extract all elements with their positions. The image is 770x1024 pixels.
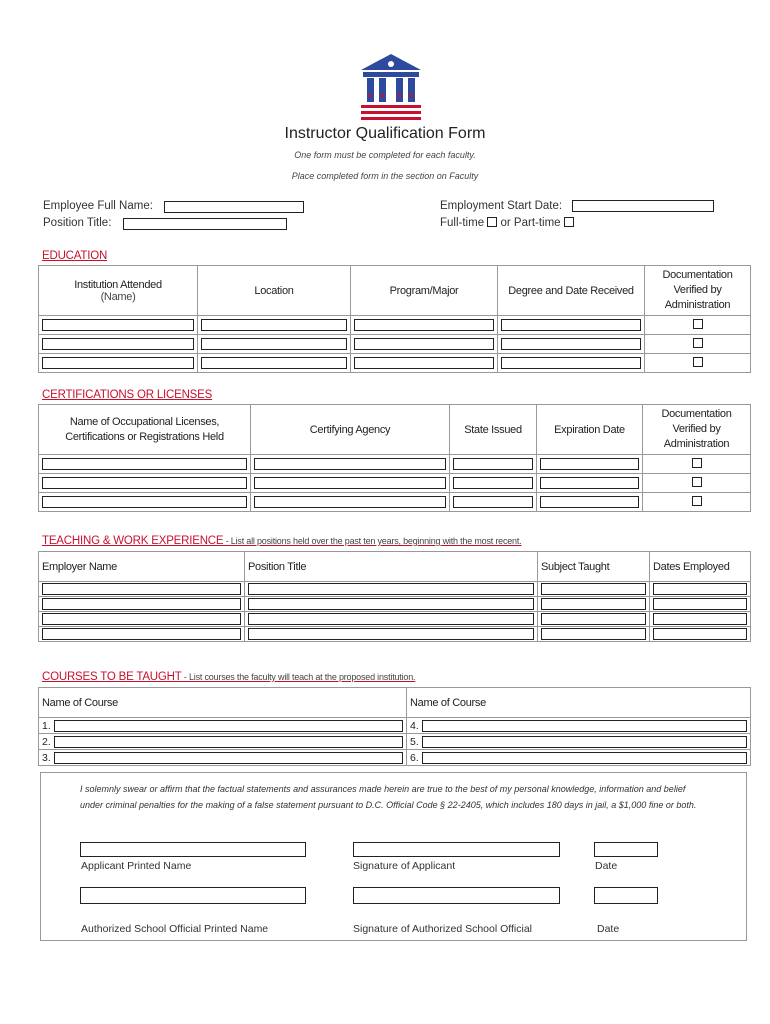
position-field[interactable] <box>248 583 534 595</box>
subject-field[interactable] <box>541 613 646 625</box>
parttime-label: or Part-time <box>500 217 561 229</box>
certification-row <box>39 493 751 512</box>
certification-row <box>39 474 751 493</box>
program-field[interactable] <box>354 319 494 331</box>
course-number: 6. <box>410 751 419 764</box>
parttime-checkbox[interactable] <box>564 217 574 227</box>
agency-field[interactable] <box>254 458 446 470</box>
logo-roof-dot <box>388 61 394 67</box>
course-field[interactable] <box>54 720 403 732</box>
expiration-field[interactable] <box>540 477 639 489</box>
courses-note: - List courses the faculty will teach at the proposed institution. <box>181 672 416 682</box>
dates-field[interactable] <box>653 583 747 595</box>
official-name-label: Authorized School Official Printed Name <box>81 923 269 935</box>
employee-name-field[interactable] <box>164 201 304 213</box>
official-date-field[interactable] <box>594 887 658 904</box>
official-signature-label: Signature of Authorized School Official <box>353 923 532 935</box>
applicant-name-label: Applicant Printed Name <box>81 860 192 872</box>
form-title: Instructor Qualification Form <box>284 125 486 142</box>
logo-star-1: ★ <box>367 93 374 100</box>
education-col-documentation: Documentation Verified by Administration <box>645 266 751 316</box>
location-field[interactable] <box>201 357 347 369</box>
start-date-field[interactable] <box>572 200 714 212</box>
state-field[interactable] <box>453 458 533 470</box>
education-header-row <box>39 266 751 316</box>
expiration-field[interactable] <box>540 458 639 470</box>
location-field[interactable] <box>201 319 347 331</box>
education-col-location: Location <box>198 266 351 316</box>
experience-heading: TEACHING & WORK EXPERIENCE - List all positions held over the past ten years, beginning with the most recent. <box>42 535 522 547</box>
course-field[interactable] <box>422 736 747 748</box>
certifications-table <box>38 404 751 512</box>
program-field[interactable] <box>354 338 494 350</box>
program-field[interactable] <box>354 357 494 369</box>
verified-checkbox[interactable] <box>693 338 703 348</box>
institution-field[interactable] <box>42 338 194 350</box>
employer-field[interactable] <box>42 598 241 610</box>
employee-name-label: Employee Full Name: <box>43 200 153 212</box>
verified-checkbox[interactable] <box>693 357 703 367</box>
experience-col-subject: Subject Taught <box>538 552 650 582</box>
agency-field[interactable] <box>254 477 446 489</box>
courses-col-1: Name of Course <box>39 688 407 718</box>
employer-field[interactable] <box>42 583 241 595</box>
license-name-field[interactable] <box>42 458 247 470</box>
experience-row <box>39 612 751 627</box>
degree-field[interactable] <box>501 357 641 369</box>
courses-col-2: Name of Course <box>407 688 751 718</box>
course-number: 1. <box>42 719 51 732</box>
applicant-signature-label: Signature of Applicant <box>353 860 456 872</box>
dates-field[interactable] <box>653 628 747 640</box>
experience-row <box>39 597 751 612</box>
experience-header-row <box>39 552 751 582</box>
certifications-col-state: State Issued <box>450 405 537 455</box>
degree-field[interactable] <box>501 319 641 331</box>
verified-checkbox[interactable] <box>693 319 703 329</box>
state-field[interactable] <box>453 477 533 489</box>
education-row <box>39 354 751 373</box>
course-number: 2. <box>42 735 51 748</box>
logo-stripe-3 <box>361 117 421 120</box>
verified-checkbox[interactable] <box>692 458 702 468</box>
certifications-heading: CERTIFICATIONS OR LICENSES <box>42 389 213 401</box>
applicant-name-field[interactable] <box>80 842 306 857</box>
employer-field[interactable] <box>42 628 241 640</box>
license-name-field[interactable] <box>42 477 247 489</box>
course-field[interactable] <box>422 720 747 732</box>
education-col-institution: Institution Attended (Name) <box>39 266 198 316</box>
declaration-text: I solemnly swear or affirm that the factual statements and assurances made herein are true to the best of my personal knowledge, information and belief under criminal penalties for the making of a false statement pursuant to D.C. Official Code § 22-2405, which includes 180 days in jail, a $1,000 fine or both. <box>80 784 697 810</box>
certifications-col-agency: Certifying Agency <box>251 405 450 455</box>
experience-table <box>38 551 751 642</box>
courses-header-row <box>39 688 751 718</box>
location-field[interactable] <box>201 338 347 350</box>
course-field[interactable] <box>422 752 747 764</box>
subject-field[interactable] <box>541 628 646 640</box>
experience-col-dates: Dates Employed <box>650 552 751 582</box>
experience-note: - List all positions held over the past ten years, beginning with the most recent. <box>223 536 522 546</box>
course-row <box>39 718 751 734</box>
course-row <box>39 734 751 750</box>
certification-row <box>39 455 751 474</box>
education-row <box>39 335 751 354</box>
form-subtitle-1: One form must be completed for each faculty. <box>294 150 476 160</box>
official-name-field[interactable] <box>80 887 306 904</box>
education-row <box>39 316 751 335</box>
courses-heading: COURSES TO BE TAUGHT - List courses the faculty will teach at the proposed institution. <box>42 671 416 683</box>
form-subtitle-2: Place completed form in the section on Faculty <box>291 171 479 181</box>
applicant-date-label: Date <box>595 860 618 872</box>
applicant-signature-field[interactable] <box>353 842 560 857</box>
experience-row <box>39 582 751 597</box>
state-field[interactable] <box>453 496 533 508</box>
logo-star-3: ★ <box>396 93 403 100</box>
experience-col-employer: Employer Name <box>39 552 245 582</box>
position-title-field[interactable] <box>123 218 287 230</box>
logo-star-4: ★ <box>408 93 415 100</box>
certifications-col-name: Name of Occupational Licenses, Certifications or Registrations Held <box>39 405 251 455</box>
education-col-degree: Degree and Date Received <box>498 266 645 316</box>
course-number: 3. <box>42 751 51 764</box>
degree-field[interactable] <box>501 338 641 350</box>
subject-field[interactable] <box>541 583 646 595</box>
certifications-header-row <box>39 405 751 455</box>
courses-table <box>38 687 751 766</box>
employer-field[interactable] <box>42 613 241 625</box>
logo-stripe-1 <box>361 105 421 108</box>
education-table <box>38 265 751 373</box>
position-field[interactable] <box>248 613 534 625</box>
course-number: 5. <box>410 735 419 748</box>
applicant-date-field[interactable] <box>594 842 658 857</box>
institution-field[interactable] <box>42 357 194 369</box>
education-heading: EDUCATION <box>42 250 108 262</box>
position-field[interactable] <box>248 628 534 640</box>
fulltime-label: Full-time <box>440 217 485 229</box>
certifications-col-expiration: Expiration Date <box>537 405 643 455</box>
institution-field[interactable] <box>42 319 194 331</box>
verified-checkbox[interactable] <box>692 496 702 506</box>
dates-field[interactable] <box>653 613 747 625</box>
fulltime-checkbox[interactable] <box>487 217 497 227</box>
position-field[interactable] <box>248 598 534 610</box>
experience-row <box>39 627 751 642</box>
position-title-label: Position Title: <box>43 217 112 229</box>
institution-logo <box>359 54 423 124</box>
course-row <box>39 750 751 766</box>
license-name-field[interactable] <box>42 496 247 508</box>
expiration-field[interactable] <box>540 496 639 508</box>
logo-star-2: ★ <box>379 93 386 100</box>
certifications-col-documentation: Documentation Verified by Administration <box>643 405 751 455</box>
logo-entablature <box>363 72 419 77</box>
employment-type <box>440 217 574 229</box>
education-col-program: Program/Major <box>351 266 498 316</box>
experience-col-position: Position Title <box>245 552 538 582</box>
agency-field[interactable] <box>254 496 446 508</box>
start-date-label: Employment Start Date: <box>440 200 563 212</box>
official-signature-field[interactable] <box>353 887 560 904</box>
subject-field[interactable] <box>541 598 646 610</box>
dates-field[interactable] <box>653 598 747 610</box>
course-field[interactable] <box>54 752 403 764</box>
verified-checkbox[interactable] <box>692 477 702 487</box>
logo-stripe-2 <box>361 111 421 114</box>
course-field[interactable] <box>54 736 403 748</box>
course-number: 4. <box>410 719 419 732</box>
official-date-label: Date <box>597 923 620 935</box>
